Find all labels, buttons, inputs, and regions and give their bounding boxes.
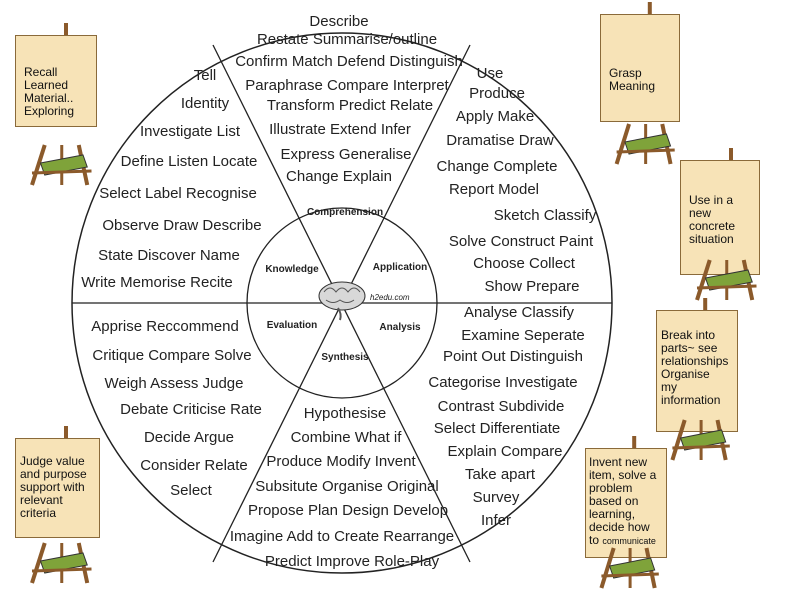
synthesis-verb-line: Combine What if bbox=[290, 429, 402, 446]
synthesis-verb-line: Hypothesise bbox=[303, 405, 387, 422]
easel-synthesis-to: to bbox=[589, 533, 600, 547]
easel-synthesis-line: learning, bbox=[589, 507, 636, 521]
easel-application-line: concrete bbox=[689, 219, 736, 233]
comprehension-verb-line: Express Generalise bbox=[280, 146, 412, 163]
easel-knowledge-line: Learned bbox=[24, 78, 69, 92]
knowledge-verb-line: Select Label Recognise bbox=[99, 185, 257, 202]
easel-synthesis-communicate: communicate bbox=[602, 536, 656, 546]
analysis-verb-line: Point Out Distinguish bbox=[442, 348, 584, 365]
evaluation-verb-line: Decide Argue bbox=[143, 429, 235, 446]
knowledge-verb-line: State Discover Name bbox=[98, 247, 240, 264]
easel-analysis bbox=[656, 310, 738, 460]
easel-analysis-line: parts~ see bbox=[661, 341, 718, 355]
analysis-verb-line: Select Differentiate bbox=[433, 420, 561, 437]
application-verb-line: Show Prepare bbox=[484, 278, 580, 295]
easel-evaluation-line: relevant bbox=[20, 493, 63, 507]
easel-knowledge bbox=[15, 35, 100, 185]
easel-analysis-line: Organise bbox=[661, 367, 710, 381]
easel-knowledge-line: Exploring bbox=[24, 104, 75, 118]
easel-stand-icon bbox=[585, 448, 667, 588]
analysis-verb-line: Analyse Classify bbox=[463, 304, 575, 321]
application-verb-line: Dramatise Draw bbox=[446, 132, 554, 149]
synthesis-verb-line: Predict Improve Role-Play bbox=[264, 553, 440, 570]
easel-evaluation-line: and purpose bbox=[20, 467, 87, 481]
easel-comprehension-line: Meaning bbox=[609, 79, 656, 93]
easel-synthesis bbox=[585, 448, 667, 588]
ring-label: Synthesis bbox=[321, 352, 369, 363]
easel-knowledge-line: Recall bbox=[24, 65, 58, 79]
comprehension-verb-line: Transform Predict Relate bbox=[266, 97, 434, 114]
ring-label: Comprehension bbox=[306, 207, 384, 218]
application-verb-line: Sketch Classify bbox=[493, 207, 597, 224]
easel-stand-icon bbox=[15, 438, 100, 583]
knowledge-verb-line: Investigate List bbox=[139, 123, 241, 140]
center-watermark: h2edu.com bbox=[370, 293, 410, 302]
synthesis-verb-line: Produce Modify Invent bbox=[266, 453, 416, 470]
evaluation-verb-line: Consider Relate bbox=[140, 457, 248, 474]
easel-stand-icon bbox=[680, 160, 765, 300]
ring-label: Analysis bbox=[379, 322, 421, 333]
synthesis-verb-line: Propose Plan Design Develop bbox=[247, 502, 449, 519]
ring-label: Application bbox=[372, 262, 428, 273]
easel-evaluation-line: criteria bbox=[20, 506, 57, 520]
easel-knowledge-line: Material.. bbox=[24, 91, 74, 105]
easel-stand-icon bbox=[15, 35, 100, 185]
easel-application-line: situation bbox=[689, 232, 734, 246]
easel-evaluation bbox=[15, 438, 100, 583]
easel-stand-icon bbox=[600, 14, 683, 164]
ring-label: Knowledge bbox=[265, 264, 319, 275]
application-verb-line: Change Complete bbox=[436, 158, 558, 175]
synthesis-verb-line: Subsitute Organise Original bbox=[255, 478, 439, 495]
easel-synthesis-line: problem bbox=[589, 481, 633, 495]
application-verb-line: Choose Collect bbox=[473, 255, 575, 272]
knowledge-verb-line: Write Memorise Recite bbox=[81, 274, 233, 291]
easel-analysis-line: Break into bbox=[661, 328, 716, 342]
easel-comprehension bbox=[600, 14, 683, 164]
easel-analysis-line: information bbox=[661, 393, 721, 407]
easel-evaluation-line: support with bbox=[20, 480, 85, 494]
comprehension-verb-line: Restate Summarise/outline bbox=[256, 31, 438, 48]
easel-synthesis-line: based on bbox=[589, 494, 639, 508]
analysis-verb-line: Survey bbox=[472, 489, 520, 506]
application-verb-line: Use bbox=[476, 65, 504, 82]
knowledge-verb-line: Define Listen Locate bbox=[120, 153, 258, 170]
knowledge-verb-line: Identity bbox=[180, 95, 230, 112]
evaluation-verb-line: Select bbox=[170, 482, 212, 499]
easel-application-line: new bbox=[689, 206, 712, 220]
analysis-verb-line: Infer bbox=[480, 512, 512, 529]
easel-analysis-line: my bbox=[661, 380, 677, 394]
easel-application-line: Use in a bbox=[689, 193, 734, 207]
ring-label: Evaluation bbox=[266, 320, 318, 331]
analysis-verb-line: Examine Seperate bbox=[461, 327, 585, 344]
evaluation-verb-line: Critique Compare Solve bbox=[92, 347, 252, 364]
analysis-verb-line: Explain Compare bbox=[447, 443, 563, 460]
application-verb-line: Report Model bbox=[448, 181, 540, 198]
evaluation-verb-line: Weigh Assess Judge bbox=[104, 375, 244, 392]
easel-stand-icon bbox=[656, 310, 738, 460]
analysis-verb-line: Contrast Subdivide bbox=[437, 398, 565, 415]
easel-analysis-line: relationships bbox=[661, 354, 729, 368]
easel-synthesis-line: item, solve a bbox=[589, 468, 657, 482]
easel-comprehension-line: Grasp bbox=[609, 66, 642, 80]
application-verb-line: Produce bbox=[469, 85, 525, 102]
comprehension-verb-line: Confirm Match Defend Distinguish bbox=[235, 53, 463, 70]
application-verb-line: Apply Make bbox=[455, 108, 535, 125]
evaluation-verb-line: Debate Criticise Rate bbox=[120, 401, 262, 418]
comprehension-verb-line: Illustrate Extend Infer bbox=[269, 121, 411, 138]
easel-evaluation-line: Judge value bbox=[20, 454, 85, 468]
easel-synthesis-line: Invent new bbox=[589, 455, 648, 469]
brain-icon bbox=[319, 282, 365, 320]
knowledge-verb-line: Observe Draw Describe bbox=[102, 217, 262, 234]
evaluation-verb-line: Apprise Reccommend bbox=[91, 318, 239, 335]
comprehension-verb-line: Describe bbox=[309, 13, 369, 30]
comprehension-verb-line: Change Explain bbox=[286, 168, 392, 185]
easel-application bbox=[680, 160, 765, 300]
analysis-verb-line: Categorise Investigate bbox=[428, 374, 578, 391]
comprehension-verb-line: Paraphrase Compare Interpret bbox=[245, 77, 449, 94]
synthesis-verb-line: Imagine Add to Create Rearrange bbox=[229, 528, 455, 545]
analysis-verb-line: Take apart bbox=[464, 466, 536, 483]
easel-synthesis-line: decide how bbox=[589, 520, 650, 534]
application-verb-line: Solve Construct Paint bbox=[448, 233, 594, 250]
knowledge-verb-line: Tell bbox=[193, 67, 217, 84]
